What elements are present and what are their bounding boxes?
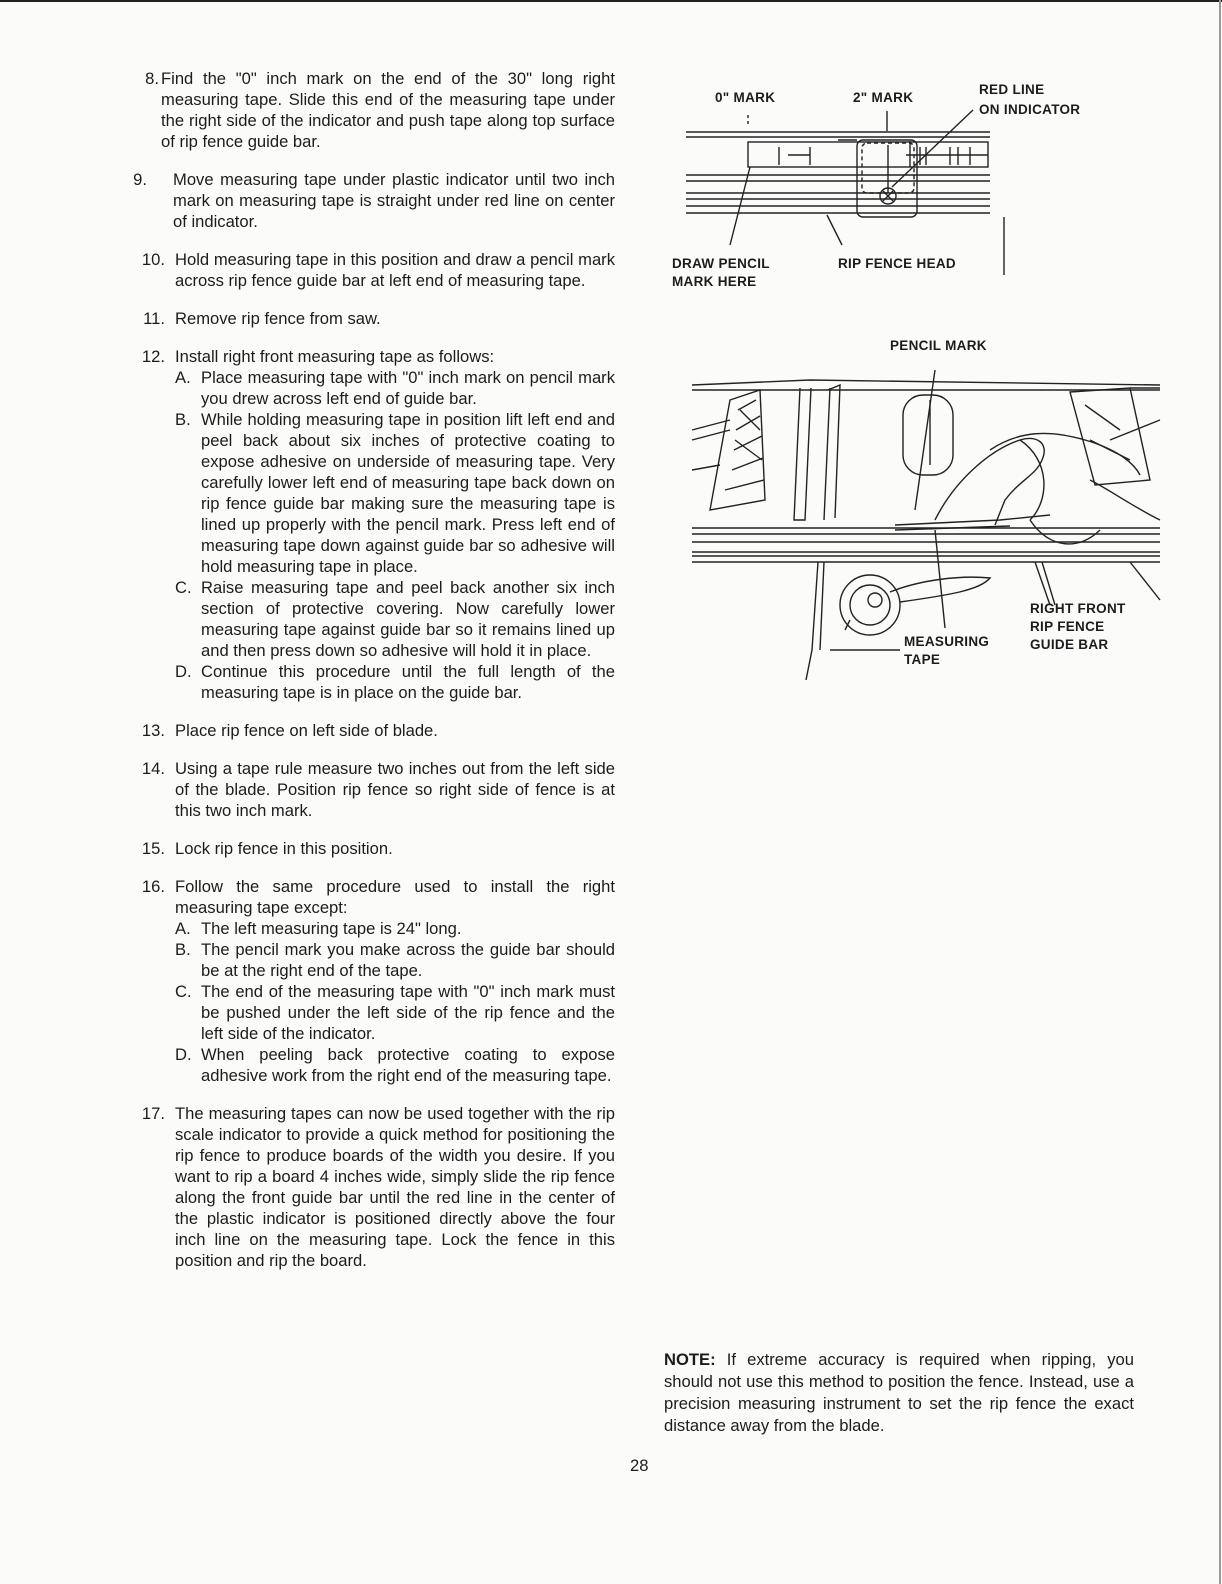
instructions-column (135, 68, 615, 1288)
step-number: 11. (143, 309, 165, 328)
label-red-line-1: RED LINE (979, 82, 1045, 97)
step-text: Hold measuring tape in this position and draw a pencil mark across rip fence guide bar at left end of measuring tape. (175, 250, 615, 290)
substep-d (175, 661, 615, 703)
note-block (664, 1349, 1134, 1437)
label-rip-fence-head: RIP FENCE HEAD (838, 256, 956, 271)
label-guide-bar-3: GUIDE BAR (1030, 637, 1109, 652)
substep-d (175, 1044, 615, 1086)
substep-text: When peeling back protective coating to expose adhesive work from the right end of the measuring tape. (201, 1045, 615, 1085)
substep-letter: A. (175, 919, 191, 938)
label-guide-bar-1: RIGHT FRONT (1030, 601, 1126, 616)
step-14 (135, 758, 615, 821)
substep-text: The left measuring tape is 24" long. (201, 919, 462, 938)
step-number: 12. (141, 347, 165, 366)
substep-text: While holding measuring tape in position lift left end and peel back about six inches of protective coating to expose adhesive on underside of measuring tape. Very carefully lower left end of measuring tape back down on rip fence guide bar making sure the measuring tape is lined up properly with the pencil mark. Press left end of measuring tape down against guide bar so adhesive will hold measuring tape in place. (201, 410, 615, 576)
step-text: Lock rip fence in this position. (175, 839, 393, 858)
label-red-line-2: ON INDICATOR (979, 102, 1081, 117)
label-guide-bar-2: RIP FENCE (1030, 619, 1105, 634)
step-text: Remove rip fence from saw. (175, 309, 381, 328)
step-12 (135, 346, 615, 703)
substep-letter: B. (175, 940, 191, 959)
step-13 (135, 720, 615, 741)
label-pencil-mark: PENCIL MARK (890, 338, 987, 353)
step-number: 8. (145, 69, 159, 88)
step-text: Place rip fence on left side of blade. (175, 721, 438, 740)
substep-text: The pencil mark you make across the guide bar should be at the right end of the tape. (201, 940, 615, 980)
step-number: 15. (141, 839, 165, 858)
label-draw-pencil-1: DRAW PENCIL (672, 256, 770, 271)
substep-a (175, 918, 615, 939)
step-8 (135, 68, 615, 152)
substep-letter: B. (175, 410, 191, 429)
substep-text: Continue this procedure until the full length of the measuring tape is in place on the guide bar. (201, 662, 615, 702)
label-2-mark: 2" MARK (853, 90, 914, 105)
substep-letter: C. (175, 982, 192, 1001)
step-number: 9. (133, 170, 147, 189)
substep-letter: C. (175, 578, 192, 597)
note-label: NOTE: (664, 1350, 716, 1369)
step-12-substeps (175, 367, 615, 703)
page-top-border (0, 0, 1222, 2)
step-17 (135, 1103, 615, 1271)
substep-text: Raise measuring tape and peel back another six inch section of protective covering. Now carefully lower measuring tape against guide bar so it remains lined up and then press down so adhesive will hold it in place. (201, 578, 615, 660)
substep-letter: D. (175, 662, 192, 681)
label-draw-pencil-2: MARK HERE (672, 274, 757, 289)
step-10 (135, 249, 615, 291)
page-number: 28 (630, 1456, 649, 1475)
substep-a (175, 367, 615, 409)
substep-c (175, 981, 615, 1044)
step-9 (133, 169, 615, 232)
note-text: If extreme accuracy is required when ripping, you should not use this method to position the fence. Instead, use a precision measuring instrument to set the rip fence the exact distance away from the blade. (664, 1350, 1134, 1435)
step-16-substeps (175, 918, 615, 1086)
step-number: 16. (141, 877, 165, 896)
step-number: 13. (141, 721, 165, 740)
substep-text: Place measuring tape with "0" inch mark on pencil mark you drew across left end of guide bar. (201, 368, 615, 408)
substep-text: The end of the measuring tape with "0" inch mark must be pushed under the left side of the rip fence and the left side of the indicator. (201, 982, 615, 1043)
step-number: 10. (141, 250, 165, 269)
substep-letter: D. (175, 1045, 192, 1064)
step-11 (135, 308, 615, 329)
substep-b (175, 939, 615, 981)
figure-indicator-diagram (670, 75, 1081, 297)
step-text: The measuring tapes can now be used together with the rip scale indicator to provide a quick method for positioning the rip fence to produce boards of the width you desire. If you want to rip a board 4 inches wide, simply slide the rip fence along the front guide bar until the red line in the center of the plastic indicator is positioned directly above the four inch line on the measuring tape. Lock the fence in this position and rip the board. (175, 1104, 615, 1270)
figure-saw-diagram (690, 330, 1160, 685)
step-text: Find the "0" inch mark on the end of the 30" long right measuring tape. Slide this end of the measuring tape under the right side of the indicator and push tape along top surface of rip fence guide bar. (161, 69, 615, 151)
label-measuring-2: TAPE (904, 652, 941, 667)
substep-letter: A. (175, 368, 191, 387)
step-number: 14. (141, 759, 165, 778)
page-right-border (1219, 0, 1221, 1584)
substep-c (175, 577, 615, 661)
label-measuring-1: MEASURING (904, 634, 990, 649)
step-text: Install right front measuring tape as follows: (175, 347, 495, 366)
step-text: Move measuring tape under plastic indicator until two inch mark on measuring tape is straight under red line on center of indicator. (173, 170, 615, 231)
step-number: 17. (141, 1104, 165, 1123)
step-text: Follow the same procedure used to install the right measuring tape except: (175, 877, 615, 917)
step-text: Using a tape rule measure two inches out from the left side of the blade. Position rip fence so right side of fence is at this two inch mark. (175, 759, 615, 820)
step-16 (135, 876, 615, 1086)
label-0-mark: 0" MARK (715, 90, 776, 105)
substep-b (175, 409, 615, 577)
step-15 (135, 838, 615, 859)
